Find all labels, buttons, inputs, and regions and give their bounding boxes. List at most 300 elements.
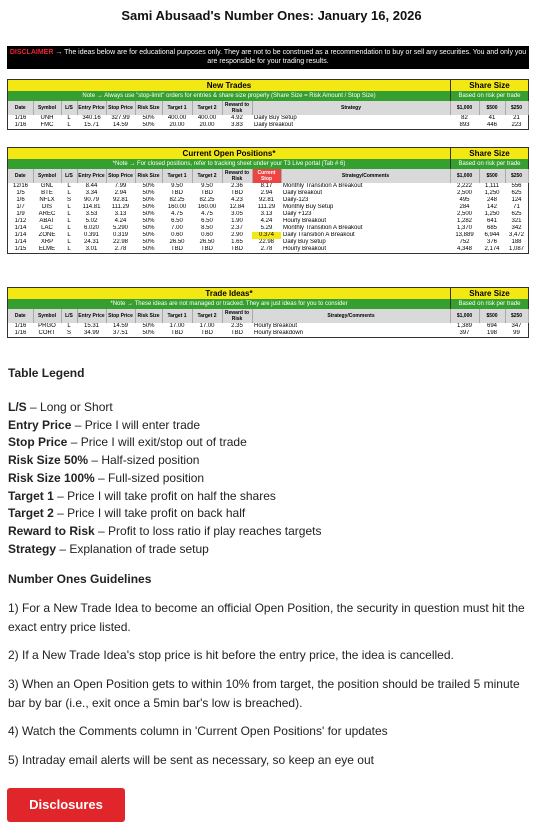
table-cell: UNH — [40, 115, 54, 121]
legend-desc: – Price I will enter trade — [71, 417, 201, 432]
table-cell: S — [66, 197, 71, 203]
legend-item — [8, 541, 321, 559]
table-cell: 0.60 — [171, 232, 183, 238]
table-cell: 342 — [511, 225, 522, 231]
table-cell: L — [67, 183, 71, 189]
column-header: Target 1 — [162, 169, 192, 183]
column-header: Risk Size — [135, 309, 162, 323]
table-cell: 24.31 — [83, 239, 99, 245]
table-cell: 9.50 — [201, 183, 213, 189]
table-cell: 3.83 — [231, 122, 243, 128]
table-cell: 1/14 — [14, 239, 27, 245]
column-header: Strategy/Comments — [281, 169, 450, 183]
column-header: L/S — [61, 101, 77, 115]
trade-ideas-note: *Note → These ideas are not managed or tracked. They are just ideas for you to consider — [8, 299, 451, 309]
column-header: Risk Size — [135, 101, 162, 115]
table-cell: L — [67, 115, 71, 121]
table-cell: 1/6 — [16, 197, 25, 203]
table-cell: 2,500 — [456, 190, 472, 196]
table-row — [8, 204, 528, 211]
table-cell: 22.98 — [112, 239, 128, 245]
legend-desc: – Long or Short — [26, 400, 113, 414]
table-cell: 223 — [511, 122, 522, 128]
table-row — [8, 218, 528, 225]
table-cell: 6.50 — [171, 218, 183, 224]
legend-desc: – Price I will exit/stop out of trade — [67, 435, 247, 450]
column-header: Risk Size — [135, 169, 162, 183]
table-cell: TBD — [171, 246, 183, 252]
table-cell: 114.81 — [82, 204, 101, 210]
table-cell: 1,111 — [484, 183, 500, 189]
guideline-item: 1) For a New Trade Idea to become an official Open Position, the security in question must hit the exact entry price listed. — [8, 601, 525, 634]
column-header: $250 — [505, 309, 528, 323]
table-cell: TBD — [201, 330, 213, 336]
table-cell: 34.99 — [83, 330, 99, 336]
table-cell: 7.00 — [171, 225, 183, 231]
table-cell: 142 — [486, 204, 497, 210]
column-header: Reward to Risk — [222, 309, 252, 323]
table-cell: Daily Buy Setup — [254, 115, 297, 121]
table-row — [8, 211, 528, 218]
table-cell: 99 — [513, 330, 520, 336]
table-cell: 397 — [459, 330, 470, 336]
table-cell: 5.02 — [85, 218, 98, 224]
table-cell: XRP — [40, 239, 54, 245]
table-cell: 124 — [511, 197, 522, 203]
column-header: Stop Price — [106, 169, 135, 183]
column-header: $1,000 — [450, 309, 479, 323]
legend-title: Table Legend — [8, 366, 85, 380]
table-cell: 248 — [486, 197, 497, 203]
table-cell: Hourly Breakdown — [254, 330, 304, 336]
legend-term: Target 1 — [8, 488, 54, 503]
table-cell: 17.00 — [199, 323, 215, 329]
table-cell: 3.53 — [85, 211, 98, 217]
column-header: Symbol — [33, 169, 61, 183]
legend-desc: – Half-sized position — [88, 453, 200, 468]
table-cell: 347 — [511, 323, 522, 329]
open-positions-note: *Note → For closed positions, refer to tracking sheet under your T3 Live portal (Tab # 6) — [8, 159, 451, 169]
table-cell: 1,370 — [456, 225, 472, 231]
column-header: Strategy — [252, 101, 450, 115]
table-cell: 1/7 — [16, 204, 25, 210]
disclaimer-tag: DISCLAIMER — [9, 49, 54, 56]
table-cell: 1,250 — [484, 211, 500, 217]
open-positions-table — [8, 169, 529, 253]
table-cell: Daily +123 — [283, 211, 312, 217]
table-row — [8, 239, 528, 246]
column-header: Symbol — [33, 309, 61, 323]
table-row — [8, 246, 528, 253]
table-cell: 22.98 — [258, 239, 274, 245]
new-trades-table — [8, 101, 529, 129]
table-cell: 2.78 — [260, 246, 273, 252]
table-cell: 15.31 — [83, 323, 99, 329]
table-cell: 3.34 — [85, 190, 98, 196]
table-cell: 495 — [459, 197, 470, 203]
table-cell: 556 — [511, 183, 522, 189]
table-cell: 1/14 — [14, 232, 27, 238]
table-cell: 71 — [513, 204, 520, 210]
table-cell: 50% — [142, 122, 155, 128]
legend-term: Entry Price — [8, 417, 72, 432]
column-header: L/S — [61, 169, 77, 183]
table-cell: 3.13 — [114, 211, 127, 217]
table-cell: TBD — [171, 190, 183, 196]
table-cell: 2.36 — [231, 183, 243, 189]
table-cell: 1,389 — [456, 323, 472, 329]
table-row — [8, 115, 528, 122]
column-header: $250 — [505, 101, 528, 115]
guideline-item: 3) When an Open Position gets to within 10% from target, the position should be trailed 5 minute bar by bar (i.e., exit once a 5min bar's low is breached). — [8, 677, 520, 710]
table-cell: 2.37 — [231, 225, 243, 231]
new-trades-section — [7, 79, 529, 130]
column-header: $1,000 — [450, 169, 479, 183]
table-cell: 4.75 — [201, 211, 213, 217]
table-cell: 3.01 — [85, 246, 98, 252]
table-cell: 1/9 — [16, 211, 25, 217]
table-cell: 400.00 — [167, 115, 187, 121]
table-cell: 3.05 — [231, 211, 243, 217]
table-cell: 641 — [486, 218, 497, 224]
table-cell: 1,282 — [456, 218, 472, 224]
table-cell: TBD — [231, 190, 243, 196]
table-cell: 188 — [511, 239, 522, 245]
legend-item — [8, 417, 321, 435]
column-header: Entry Price — [77, 309, 106, 323]
table-cell: 625 — [511, 211, 522, 217]
table-cell: L — [67, 190, 71, 196]
table-cell: 160.00 — [167, 204, 187, 210]
guideline-item: 5) Intraday email alerts will be sent as necessary, so keep an eye out — [8, 753, 374, 767]
guideline-item: 4) Watch the Comments column in 'Current Open Positions' for updates — [8, 724, 388, 738]
table-cell: 50% — [142, 218, 155, 224]
table-cell: 893 — [459, 122, 470, 128]
table-cell: 13,889 — [455, 232, 474, 238]
table-cell: Daily Breakout — [254, 122, 294, 128]
table-cell: 15.71 — [83, 122, 99, 128]
open-positions-section — [7, 147, 529, 254]
column-header: Target 1 — [162, 309, 192, 323]
table-cell: 82.25 — [169, 197, 185, 203]
table-row — [8, 190, 528, 197]
column-header: $1,000 — [450, 101, 479, 115]
column-header: Stop Price — [106, 101, 135, 115]
table-cell: TBD — [201, 246, 213, 252]
table-cell: L — [67, 204, 71, 210]
open-positions-share-size-title: Share Size — [451, 148, 528, 159]
table-cell: 2.78 — [114, 246, 127, 252]
table-cell: 400.00 — [197, 115, 217, 121]
table-cell: Hourly Breakout — [283, 218, 327, 224]
table-cell: 3,472 — [508, 232, 524, 238]
table-cell: PRGO — [38, 323, 56, 329]
table-cell: 0.319 — [112, 232, 128, 238]
table-cell: 2,222 — [456, 183, 472, 189]
table-row — [8, 232, 528, 239]
trade-ideas-section — [7, 287, 529, 338]
new-trades-note: Note → Always use "stop-limit" orders for entries & share size properly (Share Size = Risk Amount / Stop Size) — [8, 91, 451, 101]
column-header: Date — [8, 101, 33, 115]
table-cell: 284 — [459, 204, 470, 210]
table-cell: Hourly Breakout — [254, 323, 298, 329]
table-cell: Daily Transition A Breakout — [283, 232, 355, 238]
disclosures-button[interactable]: Disclosures — [7, 788, 125, 822]
column-header: Current Stop — [252, 169, 281, 183]
column-header: $500 — [479, 101, 505, 115]
table-cell: 14.59 — [112, 323, 128, 329]
table-cell: 160.00 — [197, 204, 217, 210]
table-cell: 1/14 — [14, 225, 27, 231]
legend-item — [8, 470, 321, 488]
table-cell: TBD — [201, 190, 213, 196]
new-trades-share-size-title: Share Size — [451, 80, 528, 91]
guideline-item: 2) If a New Trade Idea's stop price is hit before the entry price, the idea is cancelled. — [8, 648, 454, 662]
legend-term: Risk Size 50% — [8, 453, 89, 468]
legend-term: Target 2 — [8, 506, 54, 521]
table-cell: 2.94 — [114, 190, 127, 196]
table-cell: 111.29 — [257, 204, 276, 210]
table-cell: 1/16 — [14, 122, 27, 128]
table-cell: 4.23 — [231, 197, 243, 203]
table-cell: 37.51 — [112, 330, 128, 336]
column-header: Entry Price — [77, 169, 106, 183]
table-cell: 92.81 — [112, 197, 128, 203]
table-cell: 50% — [142, 197, 155, 203]
table-cell: 0.60 — [201, 232, 213, 238]
table-cell: L — [67, 225, 71, 231]
table-cell: LAC — [41, 225, 53, 231]
table-cell: 4.92 — [231, 115, 243, 121]
table-cell: 5.290 — [112, 225, 128, 231]
table-cell: GNL — [40, 183, 54, 189]
page-title: Sami Abusaad's Number Ones: January 16, 2026 — [121, 8, 422, 23]
table-cell: 50% — [142, 115, 155, 121]
table-cell: TBD — [231, 246, 243, 252]
table-cell: 2,500 — [456, 211, 472, 217]
trade-ideas-share-note: Based on risk per trade — [451, 299, 528, 309]
table-cell: L — [67, 246, 71, 252]
legend-term: Reward to Risk — [8, 523, 95, 538]
table-cell: Monthly Transition A Breakout — [283, 225, 363, 231]
table-cell: ZONE — [38, 232, 56, 238]
table-cell: 90.79 — [83, 197, 99, 203]
table-cell: 1.90 — [231, 218, 243, 224]
table-cell: 1/16 — [14, 330, 27, 336]
column-header: Reward to Risk — [222, 169, 252, 183]
table-cell: 1,250 — [484, 190, 500, 196]
disclaimer-arrow: → — [55, 49, 63, 56]
table-cell: 9.50 — [171, 183, 183, 189]
table-cell: CORT — [38, 330, 56, 336]
table-cell: L — [67, 232, 71, 238]
table-cell: 4.75 — [171, 211, 183, 217]
table-cell: L — [67, 218, 71, 224]
column-header: L/S — [61, 309, 77, 323]
table-cell: 26.50 — [169, 239, 185, 245]
legend-list — [8, 399, 321, 558]
column-header: Strategy/Comments — [252, 309, 450, 323]
table-cell: 41 — [488, 115, 496, 121]
table-cell: S — [66, 330, 71, 336]
table-cell: Monthly Buy Setup — [283, 204, 334, 210]
number-ones-sheet — [7, 38, 529, 346]
table-cell: Daily Buy Setup — [283, 239, 326, 245]
table-cell: 50% — [142, 211, 155, 217]
table-row — [8, 122, 528, 129]
disclaimer-banner — [7, 46, 529, 69]
legend-term: L/S — [8, 400, 27, 414]
table-cell: 8.44 — [85, 183, 98, 189]
table-cell: 50% — [142, 323, 155, 329]
table-cell: 50% — [142, 239, 155, 245]
column-header: Date — [8, 169, 33, 183]
table-cell: 26.50 — [199, 239, 215, 245]
table-cell: 82 — [461, 115, 468, 121]
table-cell: AREC — [38, 211, 56, 217]
table-cell: 50% — [142, 330, 155, 336]
table-cell: 20.00 — [199, 122, 215, 128]
table-cell: 7.99 — [114, 183, 127, 189]
table-cell: 340.16 — [82, 115, 101, 121]
table-cell: 50% — [142, 204, 155, 210]
table-cell: 327.99 — [111, 115, 130, 121]
table-cell: BTE — [41, 190, 53, 196]
table-cell: 376 — [486, 239, 497, 245]
new-trades-share-note: Based on risk per trade — [451, 91, 528, 101]
column-header: Target 2 — [192, 101, 222, 115]
table-cell: 14.59 — [112, 122, 128, 128]
legend-item — [8, 452, 321, 470]
legend-desc: – Profit to loss ratio if play reaches targets — [94, 523, 322, 538]
table-cell: 1/16 — [14, 115, 27, 121]
table-cell: 3.13 — [260, 211, 273, 217]
column-header: Target 2 — [192, 309, 222, 323]
table-cell: 1/16 — [14, 323, 27, 329]
table-cell: 4,348 — [456, 246, 472, 252]
table-cell: 21 — [513, 115, 520, 121]
table-cell: 8.50 — [201, 225, 213, 231]
column-header: Symbol — [33, 101, 61, 115]
open-positions-title: Current Open Positions* — [8, 148, 451, 159]
table-cell: 12.84 — [229, 204, 245, 210]
legend-desc: – Price I will take profit on back half — [53, 506, 246, 521]
legend-term: Stop Price — [8, 435, 68, 450]
column-header: $500 — [479, 169, 505, 183]
table-row — [8, 225, 528, 232]
table-cell: Daily Breakout — [283, 190, 323, 196]
table-cell: Monthly Transition A Breakout — [283, 183, 363, 189]
table-cell: L — [67, 323, 71, 329]
legend-item — [8, 505, 321, 523]
table-cell: 50% — [142, 225, 155, 231]
table-cell: 50% — [142, 190, 155, 196]
table-cell: 4.24 — [114, 218, 127, 224]
guidelines-title: Number Ones Guidelines — [8, 572, 152, 586]
column-header: Target 2 — [192, 169, 222, 183]
column-header: $500 — [479, 309, 505, 323]
column-header: Stop Price — [106, 309, 135, 323]
legend-item — [8, 523, 321, 541]
trade-ideas-table — [8, 309, 529, 337]
table-cell: 694 — [486, 323, 497, 329]
table-cell: 198 — [486, 330, 497, 336]
table-cell: Hourly Breakout — [283, 246, 327, 252]
table-cell: 2.94 — [260, 190, 273, 196]
table-cell: 6.50 — [201, 218, 213, 224]
legend-term: Strategy — [8, 541, 57, 556]
legend-item — [8, 434, 321, 452]
disclaimer-text: The ideas below are for educational purposes only. They are not to be construed as a recommendation to buy or sell any securities. You and only you are responsible for your trading results. — [64, 49, 527, 65]
table-cell: ABAT — [39, 218, 55, 224]
table-cell: 752 — [459, 239, 470, 245]
table-cell: 321 — [511, 218, 522, 224]
table-row — [8, 330, 528, 337]
table-cell: 1/12 — [14, 218, 27, 224]
table-cell: 6,944 — [484, 232, 500, 238]
new-trades-title: New Trades — [8, 80, 451, 91]
table-cell: 1/5 — [16, 190, 25, 196]
table-cell: 8.17 — [260, 183, 273, 189]
table-row — [8, 183, 528, 190]
legend-item — [8, 399, 321, 417]
table-cell: DIS — [41, 204, 52, 210]
table-cell: 625 — [511, 190, 522, 196]
table-cell: 0.391 — [83, 232, 99, 238]
table-cell: 1,087 — [508, 246, 524, 252]
column-header: $250 — [505, 169, 528, 183]
table-cell: 111.29 — [111, 204, 130, 210]
table-row — [8, 197, 528, 204]
table-cell: L — [67, 122, 71, 128]
table-cell: 12/16 — [12, 183, 28, 189]
table-cell: L — [67, 211, 71, 217]
table-cell: 685 — [486, 225, 497, 231]
table-cell: FMC — [40, 122, 54, 128]
table-cell: 5.29 — [260, 225, 273, 231]
table-cell: 0.374 — [252, 232, 281, 239]
table-cell: 2.35 — [231, 323, 243, 329]
legend-desc: – Price I will take profit on half the shares — [53, 488, 276, 503]
column-header: Reward to Risk — [222, 101, 252, 115]
table-cell: 1/15 — [14, 246, 27, 252]
table-cell: TBD — [231, 330, 243, 336]
column-header: Entry Price — [77, 101, 106, 115]
table-cell: 2.90 — [231, 232, 243, 238]
legend-item — [8, 488, 321, 506]
table-cell: TBD — [171, 330, 183, 336]
table-cell: 20.00 — [169, 122, 185, 128]
table-cell: 1.65 — [231, 239, 243, 245]
column-header: Date — [8, 309, 33, 323]
table-cell: 50% — [142, 183, 155, 189]
table-cell: 92.81 — [258, 197, 274, 203]
table-row — [8, 323, 528, 330]
table-cell: 82.25 — [199, 197, 215, 203]
column-header: Target 1 — [162, 101, 192, 115]
table-cell: 2,174 — [484, 246, 500, 252]
table-cell: L — [67, 239, 71, 245]
table-cell: 446 — [486, 122, 497, 128]
legend-term: Risk Size 100% — [8, 470, 95, 485]
table-cell: 6.020 — [83, 225, 99, 231]
trade-ideas-share-size-title: Share Size — [451, 288, 528, 299]
trade-ideas-title: Trade Ideas* — [8, 288, 451, 299]
table-cell: 50% — [142, 246, 155, 252]
table-cell: NFLX — [39, 197, 55, 203]
legend-desc: – Full-sized position — [94, 470, 205, 485]
table-cell: 50% — [142, 232, 155, 238]
